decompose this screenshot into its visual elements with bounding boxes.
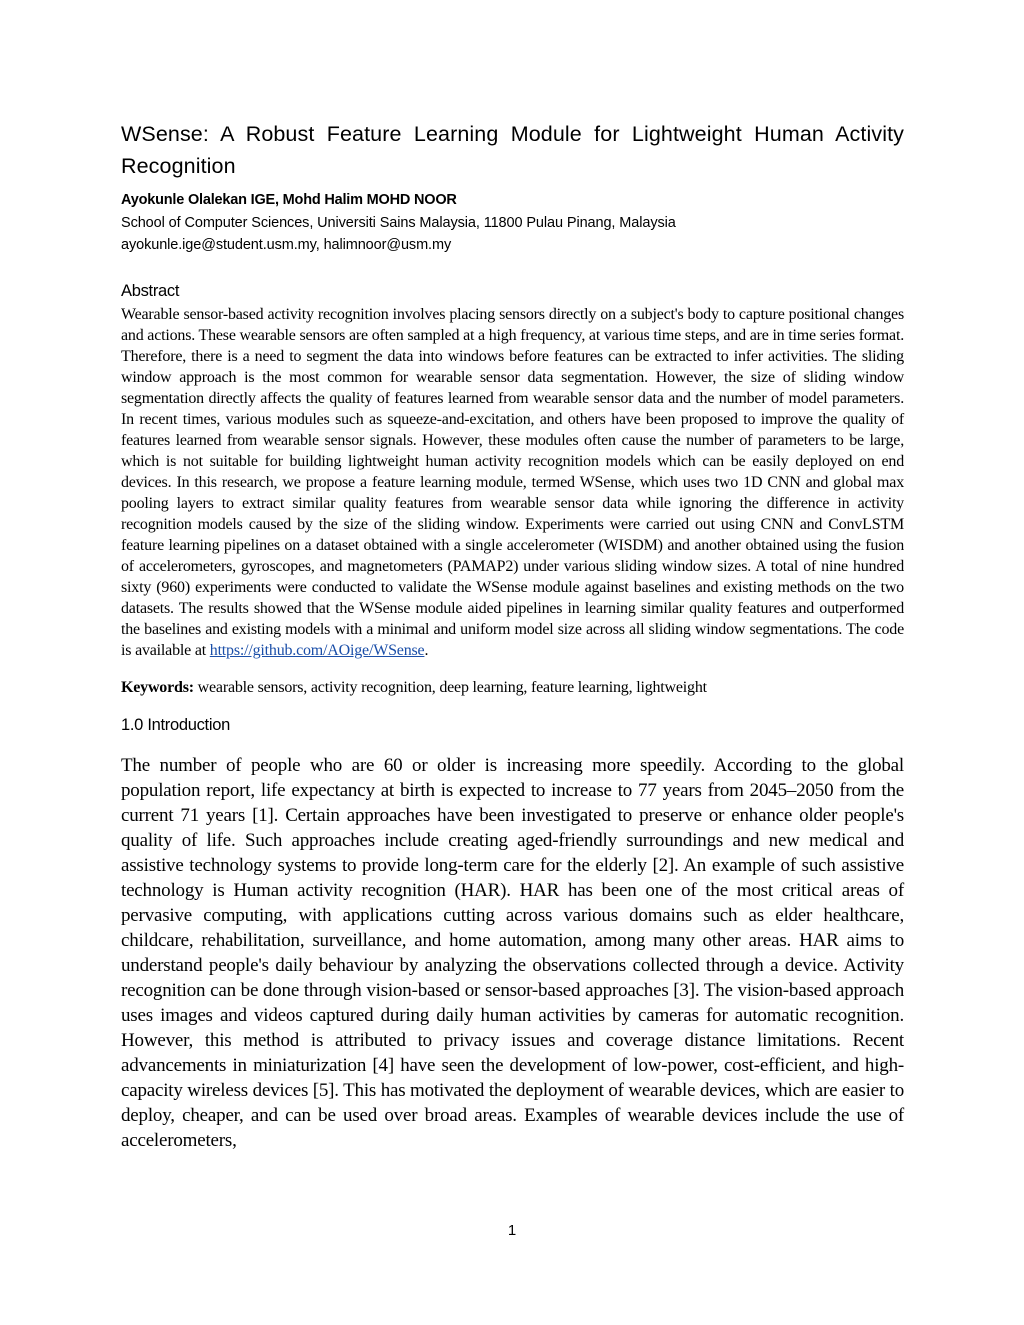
author-emails: ayokunle.ige@student.usm.my, halimnoor@usm.my [121, 237, 452, 253]
paper-title: WSense: A Robust Feature Learning Module for Lightweight Human Activity Recognition [121, 122, 904, 178]
introduction-heading: 1.0 Introduction [121, 716, 230, 734]
abstract-end: . [424, 642, 429, 659]
introduction-body: The number of people who are 60 or older is increasing more speedily. According to the global population report, life expectancy at birth is expected to increase to 77 years from 2045–2050 from the current 71 years [1]. Certain approaches have been investigated to preserve or enhance older people's quality of life. Such approaches include creating aged-friendly surroundings and new medical and assistive technology systems to provide long-term care for the elderly [2]. An example of such assistive technology is Human activity recognition (HAR). HAR has been one of the most critical areas of pervasive computing, with applications cutting across various domains such as elder healthcare, childcare, rehabilitation, surveillance, and home automation, among many other areas. HAR aims to understand people's daily behaviour by analyzing the observations collected through a device. Activity recognition can be done through vision-based or sensor-based approaches [3]. The vision-based approach uses images and videos captured during daily human activities by cameras for automatic recognition. However, this method is attributed to privacy issues and coverage distance limitations. Recent advancements in miniaturization [4] have seen the development of low-power, cost-efficient, and high-capacity wireless devices [5]. This has motivated the deployment of wearable devices, which are easier to deploy, cheaper, and can be used over broad areas. Examples of wearable devices include the use of accelerometers, [121, 755, 904, 1151]
code-link[interactable]: https://github.com/AOige/WSense [209, 642, 425, 659]
page-number: 1 [507, 1222, 517, 1239]
keywords-text: wearable sensors, activity recognition, deep learning, feature learning, lightweight [193, 679, 707, 696]
abstract-body [121, 304, 904, 661]
keywords-line [121, 677, 904, 698]
keywords-label: Keywords: [121, 679, 194, 696]
affiliation: School of Computer Sciences, Universiti Sains Malaysia, 11800 Pulau Pinang, Malaysia [121, 215, 676, 231]
paper-page [121, 118, 904, 1153]
abstract-heading: Abstract [121, 282, 180, 300]
abstract-text: Wearable sensor-based activity recognition involves placing sensors directly on a subject's body to capture positional changes and actions. These wearable sensors are often sampled at a high frequency, at various time steps, and are in time series format. Therefore, there is a need to segment the data into windows before features can be extracted to infer activities. The sliding window approach is the most common for wearable sensor data segmentation. However, the size of sliding window segmentation directly affects the quality of features learned from wearable sensor data and the number of model parameters. In recent times, various modules such as squeeze-and-excitation, and others have been proposed to improve the quality of features learned from wearable sensor signals. However, these modules often cause the number of parameters to be large, which is not suitable for building lightweight human activity recognition models which can be easily deployed on end devices. In this research, we propose a feature learning module, termed WSense, which uses two 1D CNN and global max pooling layers to extract similar quality features from wearable sensor data while ignoring the difference in activity recognition models caused by the size of the sliding window. Experiments were carried out using CNN and ConvLSTM feature learning pipelines on a dataset obtained with a single accelerometer (WISDM) and another obtained using the fusion of accelerometers, gyroscopes, and magnetometers (PAMAP2) under various sliding window sizes. A total of nine hundred sixty (960) experiments were conducted to validate the WSense module against baselines and existing methods on the two datasets. The results showed that the WSense module aided pipelines in learning similar quality features and outperformed the baselines and existing models with a minimal and uniform model size across all sliding window segmentations. The code is available at [121, 306, 905, 659]
author-list: Ayokunle Olalekan IGE, Mohd Halim MOHD NOOR [121, 192, 457, 208]
